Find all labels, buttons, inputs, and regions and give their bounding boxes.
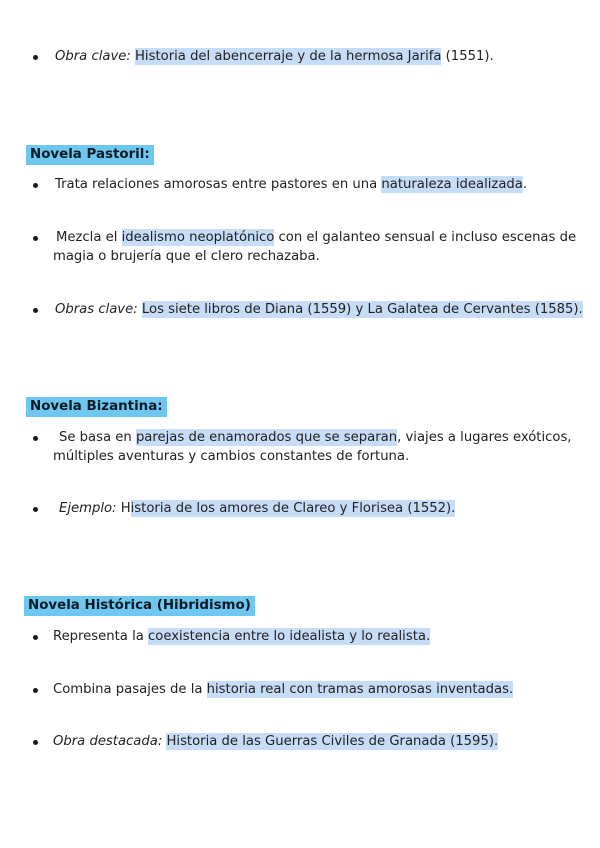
item-text: (1551).	[441, 49, 494, 64]
bullet-icon	[33, 507, 38, 512]
item-text: Mezcla el	[56, 230, 122, 245]
section-heading-pastoril: Novela Pastoril:	[26, 145, 154, 165]
section-heading-bizantina: Novela Bizantina:	[26, 397, 167, 417]
highlighted-text: parejas de enamorados que se separan	[135, 430, 398, 445]
bullet-icon	[33, 55, 38, 60]
item-text: magia o brujería que el clero rechazaba.	[53, 249, 320, 264]
bullet-icon	[33, 740, 38, 745]
item-text: Se basa en	[59, 430, 136, 445]
bullet-icon	[33, 308, 38, 313]
section-heading-historica: Novela Histórica (Hibridismo)	[24, 596, 255, 616]
highlighted-text: Historia de las Guerras Civiles de Granada (1595).	[166, 734, 499, 749]
highlighted-text: naturaleza idealizada	[381, 177, 523, 192]
bullet-icon	[33, 688, 38, 693]
item-text: Representa la	[53, 629, 149, 644]
highlighted-text: Historia del abencerraje y de la hermosa Jarifa	[135, 49, 442, 64]
item-label: Obra destacada:	[53, 734, 163, 749]
highlighted-text: istoria de los amores de Clareo y Florisea (1552).	[130, 501, 456, 516]
item-text: , viajes a lugares exóticos,	[397, 430, 572, 445]
item-text: .	[522, 177, 528, 192]
highlighted-text: idealismo neoplatónico	[121, 230, 275, 245]
bullet-icon	[33, 236, 38, 241]
item-text: Combina pasajes de la	[53, 682, 207, 697]
item-text: H	[116, 501, 131, 516]
item-label: Obras clave:	[55, 302, 138, 317]
highlighted-text: coexistencia entre lo idealista y lo realista.	[148, 629, 431, 644]
item-label: Obra clave:	[55, 49, 131, 64]
item-text: múltiples aventuras y cambios constantes de fortuna.	[53, 449, 410, 464]
bullet-icon	[33, 436, 38, 441]
item-text: Trata relaciones amorosas entre pastores en una	[55, 177, 382, 192]
highlighted-text: historia real con tramas amorosas inventadas.	[206, 682, 514, 697]
item-text: con el galanteo sensual e incluso escenas de	[274, 230, 577, 245]
bullet-icon	[33, 635, 38, 640]
item-label: Ejemplo:	[59, 501, 117, 516]
highlighted-text: Los siete libros de Diana (1559) y La Galatea de Cervantes (1585).	[141, 302, 583, 317]
bullet-icon	[33, 183, 38, 188]
